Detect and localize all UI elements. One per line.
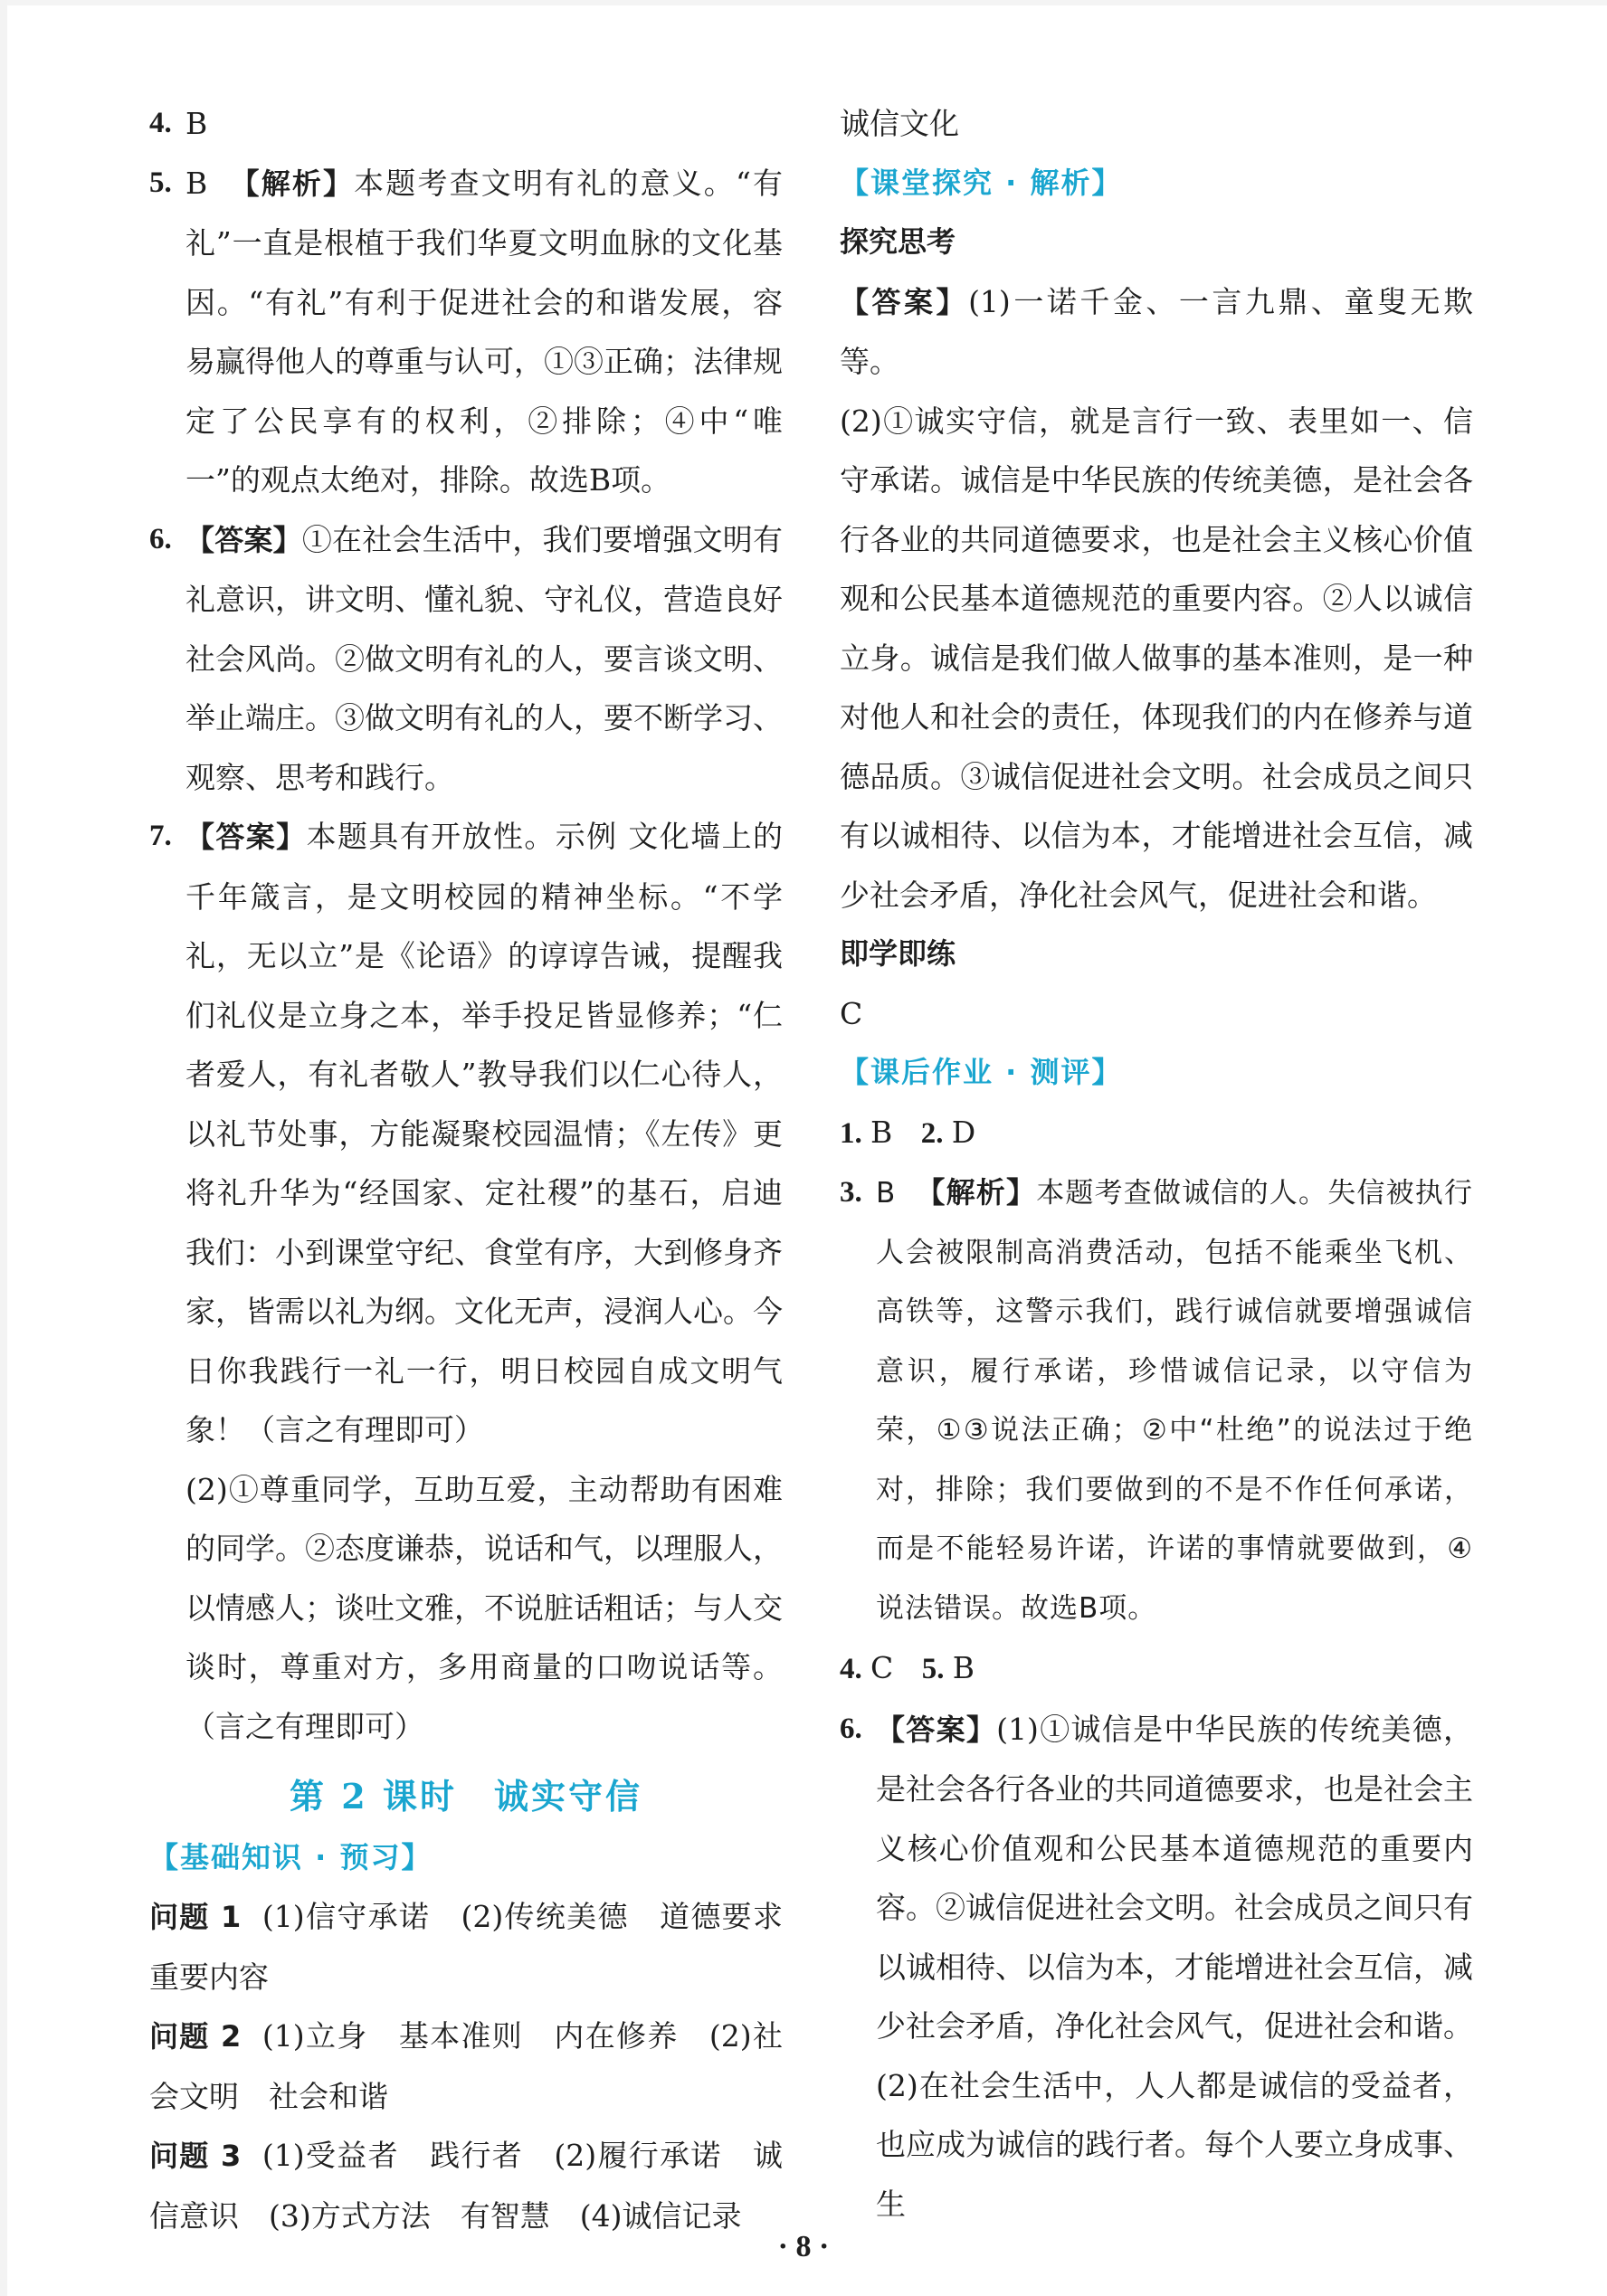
answer-tag: 【答案】 (185, 522, 302, 557)
answer-text: ①在社会生活中，我们要增强文明有礼意识，讲文明、懂礼貌、守礼仪，营造良好社会风尚。②做文明有礼的人，要言谈文明、举止端庄。③做文明有礼的人，要不断学习、观察、思考和践行。 (185, 521, 783, 795)
answer-choice: B (876, 1177, 897, 1210)
answer-text-part-2: (2)在社会生活中，人人都是诚信的受益者，也应成为诚信的践行者。每个人要立身成事、生 (876, 2067, 1473, 2222)
question-1-answers (149, 1887, 813, 2007)
lesson-title: 第 2 课时 诚实守信 (290, 1776, 642, 1817)
answer-6 (149, 510, 783, 808)
section-heading-class: 【课堂探究 · 解析】 (840, 165, 1123, 200)
item-number: 4. (149, 107, 172, 139)
item-number: 1. (840, 1116, 862, 1150)
item-number: 3. (840, 1176, 862, 1209)
answer-text: B (185, 106, 208, 141)
answer-choice: B (185, 165, 208, 201)
continuation-text: 诚信文化 (840, 106, 959, 141)
question-3-answers (149, 2126, 783, 2245)
analysis-text: 本题考查做诚信的人。失信被执行人会被限制高消费活动，包括不能乘坐飞机、高铁等，这警示我们，践行诚信就要增强诚信意识，履行承诺，珍惜诚信记录，以守信为荣，①③说法正确；②中“杜绝”的说法过于绝对，排除；我们要做到的不是不作任何承诺，而是不能轻易许诺，许诺的事情就要做到，④说法错误。故选B项。 (876, 1177, 1473, 1625)
answer-tag: 【答案】 (840, 284, 969, 319)
answer-choice: C (870, 1650, 894, 1685)
subheading-explore: 探究思考 (840, 224, 956, 259)
scan-left-edge (0, 0, 7, 2296)
explore-answer-1 (840, 272, 1473, 392)
subheading-practice: 即学即练 (840, 936, 956, 971)
item-number: 4. (840, 1653, 862, 1685)
scan-top-edge (0, 0, 1607, 5)
item-number: 6. (840, 1712, 862, 1745)
question-label: 问题 3 (149, 2139, 242, 2173)
right-column (840, 94, 1473, 2234)
answer-7 (149, 807, 783, 1756)
question-2-answers (149, 2007, 783, 2126)
answers-4-5 (840, 1638, 1473, 1700)
answer-choice: B (870, 1114, 893, 1150)
section-heading-after: 【课后作业 · 测评】 (840, 1055, 1123, 1089)
analysis-text: 本题考查文明有礼的意义。“有礼”一直是根植于我们华夏文明血脉的文化基因。“有礼”有利于促进社会的和谐发展，容易赢得他人的尊重与认可，①③正确；法律规定了公民享有的权利，②排除；④中“唯一”的观点太绝对，排除。故选B项。 (185, 165, 783, 498)
analysis-tag: 【解析】 (916, 1175, 1037, 1210)
left-column (149, 94, 813, 2245)
question-answers: (1)立身 基本准则 内在修养 (2)社会文明 社会和谐 (149, 2018, 783, 2114)
item-number: 6. (149, 522, 172, 555)
answer-text: (1)①诚信是中华民族的传统美德，是社会各行各业的共同道德要求，也是社会主义核心价值观和公民基本道德规范的重要内容。②诚信促进社会文明。社会成员之间只有以诚相待、以信为本，才能增进社会互信，减少社会矛盾，净化社会风气，促进社会和谐。 (876, 1711, 1473, 2044)
answer-choice: D (951, 1114, 976, 1150)
item-number: 5. (149, 166, 172, 199)
homework-answer-6 (840, 1700, 1473, 2234)
item-number: 5. (921, 1653, 945, 1685)
homework-answer-3 (840, 1163, 1473, 1638)
question-label: 问题 1 (149, 1900, 242, 1934)
answer-4 (149, 94, 783, 154)
answer-text-part-2: (2)①尊重同学，互助互爱，主动帮助有困难的同学。②态度谦恭，说话和气，以理服人，以情感人；谈吐文雅，不说脏话粗话；与人交谈时，尊重对方，多用商量的口吻说话等。（言之有理即可） (185, 1471, 783, 1744)
question-answers: (1)受益者 践行者 (2)履行承诺 诚信意识 (3)方式方法 有智慧 (4)诚信记录 (149, 2138, 783, 2234)
answer-text: (1)一诺千金、一言九鼎、童叟无欺等。 (840, 283, 1473, 379)
question-answers: (1)信守承诺 (2)传统美德 道德要求 重要内容 (149, 1899, 813, 1995)
explore-answer-2: (2)①诚实守信，就是言行一致、表里如一、信守承诺。诚信是中华民族的传统美德，是社会各行各业的共同道德要求，也是社会主义核心价值观和公民基本道德规范的重要内容。②人以诚信立身。诚信是我们做人做事的基本准则，是一种对他人和社会的责任，体现我们的内在修养与道德品质。③诚信促进社会文明。社会成员之间只有以诚相待、以信为本，才能增进社会互信，减少社会矛盾，净化社会风气，促进社会和谐。 (840, 403, 1473, 913)
answer-5 (149, 154, 783, 510)
answers-1-2 (840, 1103, 1473, 1164)
analysis-tag: 【解析】 (230, 166, 355, 201)
answer-tag: 【答案】 (185, 820, 307, 854)
item-number: 2. (920, 1116, 944, 1150)
page-number: · 8 · (777, 2230, 830, 2263)
section-heading-basic: 【基础知识 · 预习】 (149, 1839, 433, 1874)
item-number: 7. (149, 820, 172, 852)
question-label: 问题 2 (149, 2019, 242, 2054)
answer-text: 本题具有开放性。示例 文化墙上的千年箴言，是文明校园的精神坐标。“不学礼，无以立”是《论语》的谆谆告诫，提醒我们礼仪是立身之本，举手投足皆显修养；“仁者爱人，有礼者敬人”教导我们以仁心待人，以礼节处事，方能凝聚校园温情；《左传》更将礼升华为“经国家、定社稷”的基石，启迪我们：小到课堂守纪、食堂有序，大到修身齐家，皆需以礼为纲。文化无声，浸润人心。今日你我践行一礼一行，明日校园自成文明气象！（言之有理即可） (185, 819, 783, 1447)
practice-answer: C (840, 995, 863, 1031)
answer-choice: B (952, 1650, 975, 1685)
answer-tag: 【答案】 (876, 1712, 997, 1747)
